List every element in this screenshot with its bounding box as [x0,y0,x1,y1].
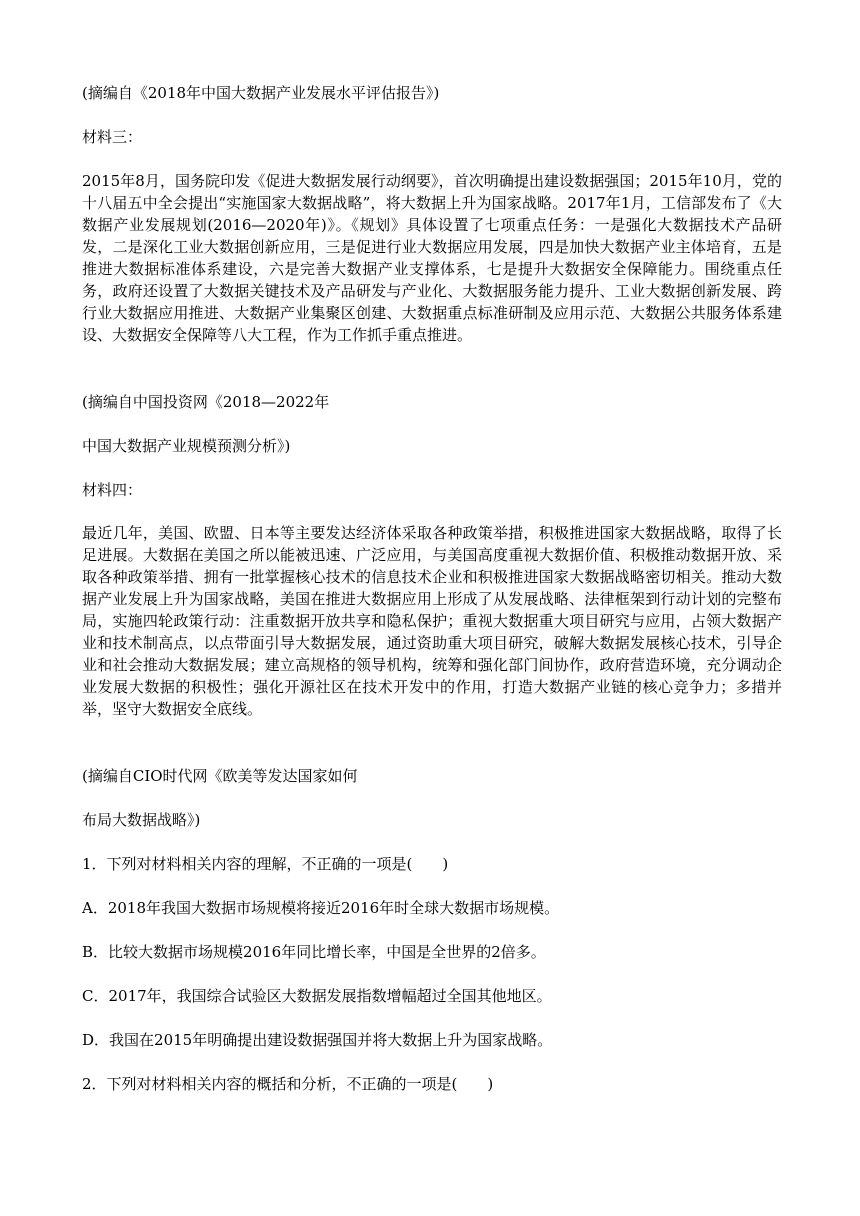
question-2-stem: 2．下列对材料相关内容的概括和分析，不正确的一项是( ) [82,1075,494,1093]
question-1-option-d: D．我国在2015年明确提出建设数据强国并将大数据上升为国家战略。 [82,1031,553,1049]
source-citation-1: (摘编自《2018年中国大数据产业发展水平评估报告》) [82,84,440,102]
question-1-stem: 1．下列对材料相关内容的理解，不正确的一项是( ) [82,855,449,873]
source-citation-3-line-2: 布局大数据战略》) [82,811,201,829]
question-1-option-c: C．2017年，我国综合试验区大数据发展指数增幅超过全国其他地区。 [82,987,552,1005]
source-citation-2-line-2: 中国大数据产业规模预测分析》) [82,437,291,455]
question-1-option-b: B．比较大数据市场规模2016年同比增长率，中国是全世界的2倍多。 [82,943,546,961]
material-3-body: 2015年8月，国务院印发《促进大数据发展行动纲要》，首次明确提出建设数据强国；2015年10月，党的十八届五中全会提出“实施国家大数据战略”，将大数据上升为国家战略。2017年1月，工信部发布了《大数据产业发展规划(2016—2020年)》。《规划》具体设置了七项重点任务：一是强化大数据技术产品研发，二是深化工业大数据创新应用，三是促进行业大数据应用发展，四是加快大数据产业主体培育，五是推进大数据标准体系建设，六是完善大数据产业支撑体系，七是提升大数据安全保障能力。围绕重点任务，政府还设置了大数据关键技术及产品研发与产业化、大数据服务能力提升、工业大数据创新发展、跨行业大数据应用推进、大数据产业集聚区创建、大数据重点标准研制及应用示范、大数据公共服务体系建设、大数据安全保障等八大工程，作为工作抓手重点推进。 [82,172,782,344]
question-1-option-a: A．2018年我国大数据市场规模将接近2016年时全球大数据市场规模。 [82,899,560,917]
material-3-heading: 材料三： [82,128,143,146]
source-citation-2-line-1: (摘编自中国投资网《2018—2022年 [82,393,330,411]
material-4-body: 最近几年，美国、欧盟、日本等主要发达经济体采取各种政策举措，积极推进国家大数据战略，取得了长足进展。大数据在美国之所以能被迅速、广泛应用，与美国高度重视大数据价值、积极推动数据开放、采取各种政策举措、拥有一批掌握核心技术的信息技术企业和积极推进国家大数据战略密切相关。推动大数据产业发展上升为国家战略，美国在推进大数据应用上形成了从发展战略、法律框架到行动计划的完整布局，实施四轮政策行动：注重数据开放共享和隐私保护；重视大数据重大项目研究与应用，占领大数据产业和技术制高点，以点带面引导大数据发展，通过资助重大项目研究，破解大数据发展核心技术，引导企业和社会推动大数据发展；建立高规格的领导机构，统筹和强化部门间协作，政府营造环境，充分调动企业发展大数据的积极性；强化开源社区在技术开发中的作用，打造大数据产业链的核心竞争力；多措并举，坚守大数据安全底线。 [82,524,782,718]
source-citation-3-line-1: (摘编自CIO时代网《欧美等发达国家如何 [82,767,358,785]
material-4-heading: 材料四： [82,481,143,499]
